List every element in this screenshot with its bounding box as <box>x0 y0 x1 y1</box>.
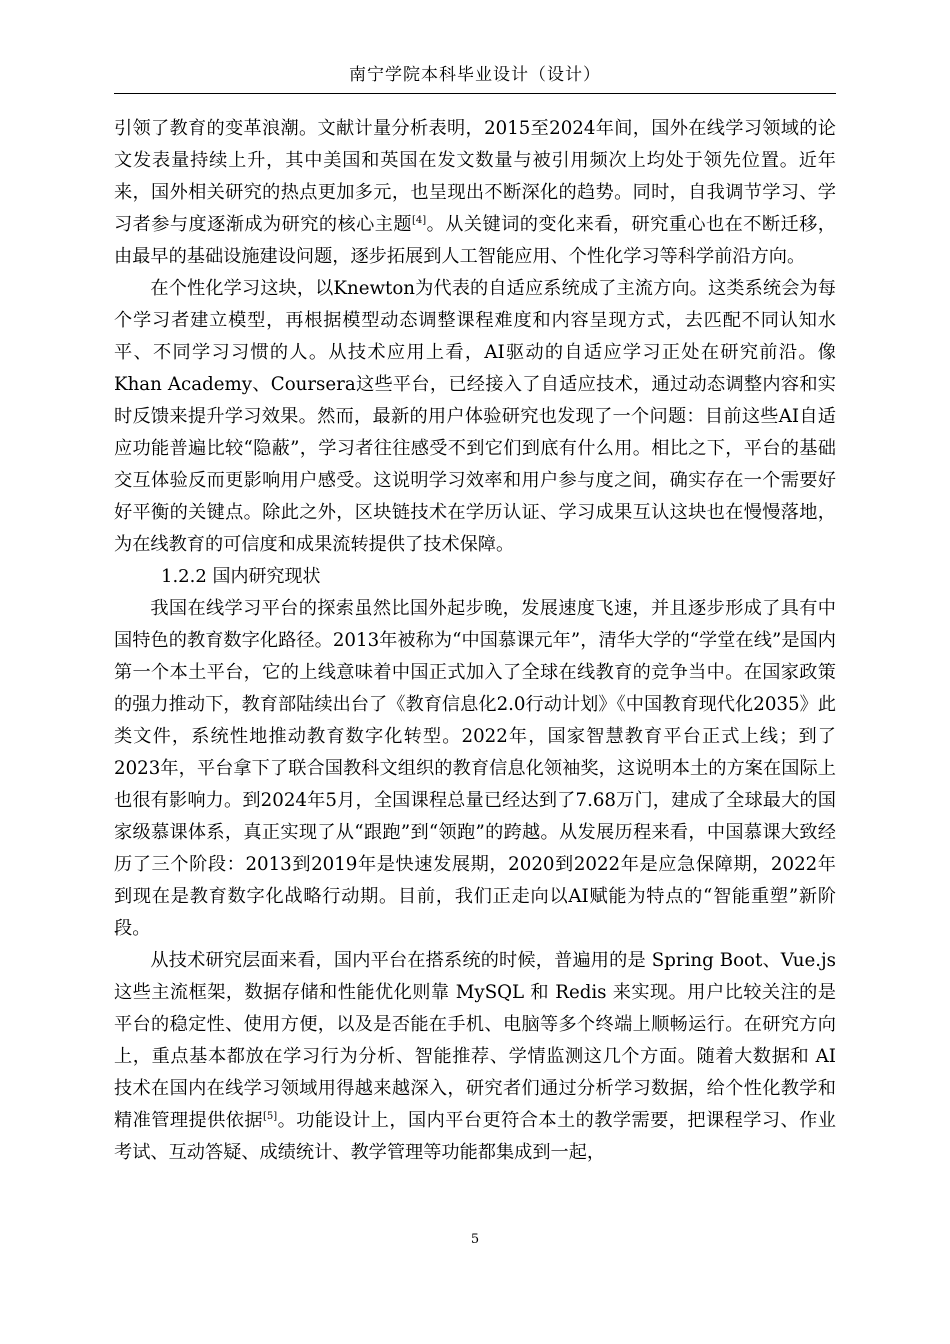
body-text <box>114 113 836 1169</box>
paragraph-text: 从技术研究层面来看，国内平台在搭系统的时候，普遍用的是 Spring Boot、Vue.js 这些主流框架，数据存储和性能优化则靠 MySQL 和 Redis 来实现。用户比较关注的是平台的稳定性、使用方便，以及是否能在手机、电脑等多个终端上顺畅运行。在研究方向上，重点基本都放在学习行为分析、智能推荐、学情监测这几个方面。随着大数据和 AI 技术在国内在线学习领域用得越来越深入，研究者们通过分析学习数据，给个性化教学和精准管理提供依据 <box>114 950 836 1131</box>
paragraph-intro-continued <box>114 113 836 273</box>
page-header-title: 南宁学院本科毕业设计（设计） <box>349 65 601 85</box>
paragraph-adaptive-learning: 在个性化学习这块，以Knewton为代表的自适应系统成了主流方向。这类系统会为每个学习者建立模型，再根据模型动态调整课程难度和内容呈现方式，去匹配不同认知水平、不同学习习惯的人。从技术应用上看，AI驱动的自适应学习正处在研究前沿。像Khan Academy、Coursera这些平台，已经接入了自适应技术，通过动态调整内容和实时反馈来提升学习效果。然而，最新的用户体验研究也发现了一个问题：目前这些AI自适应功能普遍比较“隐蔽”，学习者往往感受不到它们到底有什么用。相比之下，平台的基础交互体验反而更影响用户感受。这说明学习效率和用户参与度之间，确实存在一个需要好好平衡的关键点。除此之外，区块链技术在学历认证、学习成果互认这块也在慢慢落地，为在线教育的可信度和成果流转提供了技术保障。 <box>114 278 836 555</box>
header-divider <box>114 93 836 94</box>
paragraph-text: 。从关键词的变化来看，研究重心也在不断迁移，由最早的基础设施建设问题，逐步拓展到人工智能应用、个性化学习等科学前沿方向。 <box>114 214 836 267</box>
section-heading-domestic-research: 1.2.2 国内研究现状 <box>161 566 321 587</box>
page-number: 5 <box>470 1232 480 1247</box>
paragraph-text: 。功能设计上，国内平台更符合本土的教学需要，把课程学习、作业考试、互动答疑、成绩统计、教学管理等功能都集成到一起， <box>114 1110 836 1163</box>
paragraph-domestic-history: 我国在线学习平台的探索虽然比国外起步晚，发展速度飞速，并且逐步形成了具有中国特色的教育数字化路径。2013年被称为“中国慕课元年”，清华大学的“学堂在线”是国内第一个本土平台，它的上线意味着中国正式加入了全球在线教育的竞争当中。在国家政策的强力推动下，教育部陆续出台了《教育信息化2.0行动计划》《中国教育现代化2035》此类文件，系统性地推动教育数字化转型。2022年，国家智慧教育平台正式上线；到了2023年，平台拿下了联合国教科文组织的教育信息化领袖奖，这说明本土的方案在国际上也很有影响力。到2024年5月，全国课程总量已经达到了7.68万门，建成了全球最大的国家级慕课体系，真正实现了从“跟跑”到“领跑”的跨越。从发展历程来看，中国慕课大致经历了三个阶段：2013到2019年是快速发展期，2020到2022年是应急保障期，2022年到现在是教育数字化战略行动期。目前，我们正走向以AI赋能为特点的“智能重塑”新阶段。 <box>114 598 836 939</box>
citation-4: [4] <box>412 214 427 226</box>
paragraph-technical-research <box>114 945 836 1169</box>
citation-5: [5] <box>263 1110 278 1122</box>
paragraph-text: 引领了教育的变革浪潮。文献计量分析表明，2015至2024年间，国外在线学习领域的论文发表量持续上升，其中美国和英国在发文数量与被引用频次上均处于领先位置。近年来，国外相关研究的热点更加多元，也呈现出不断深化的趋势。同时，自我调节学习、学习者参与度逐渐成为研究的核心主题 <box>114 118 836 235</box>
